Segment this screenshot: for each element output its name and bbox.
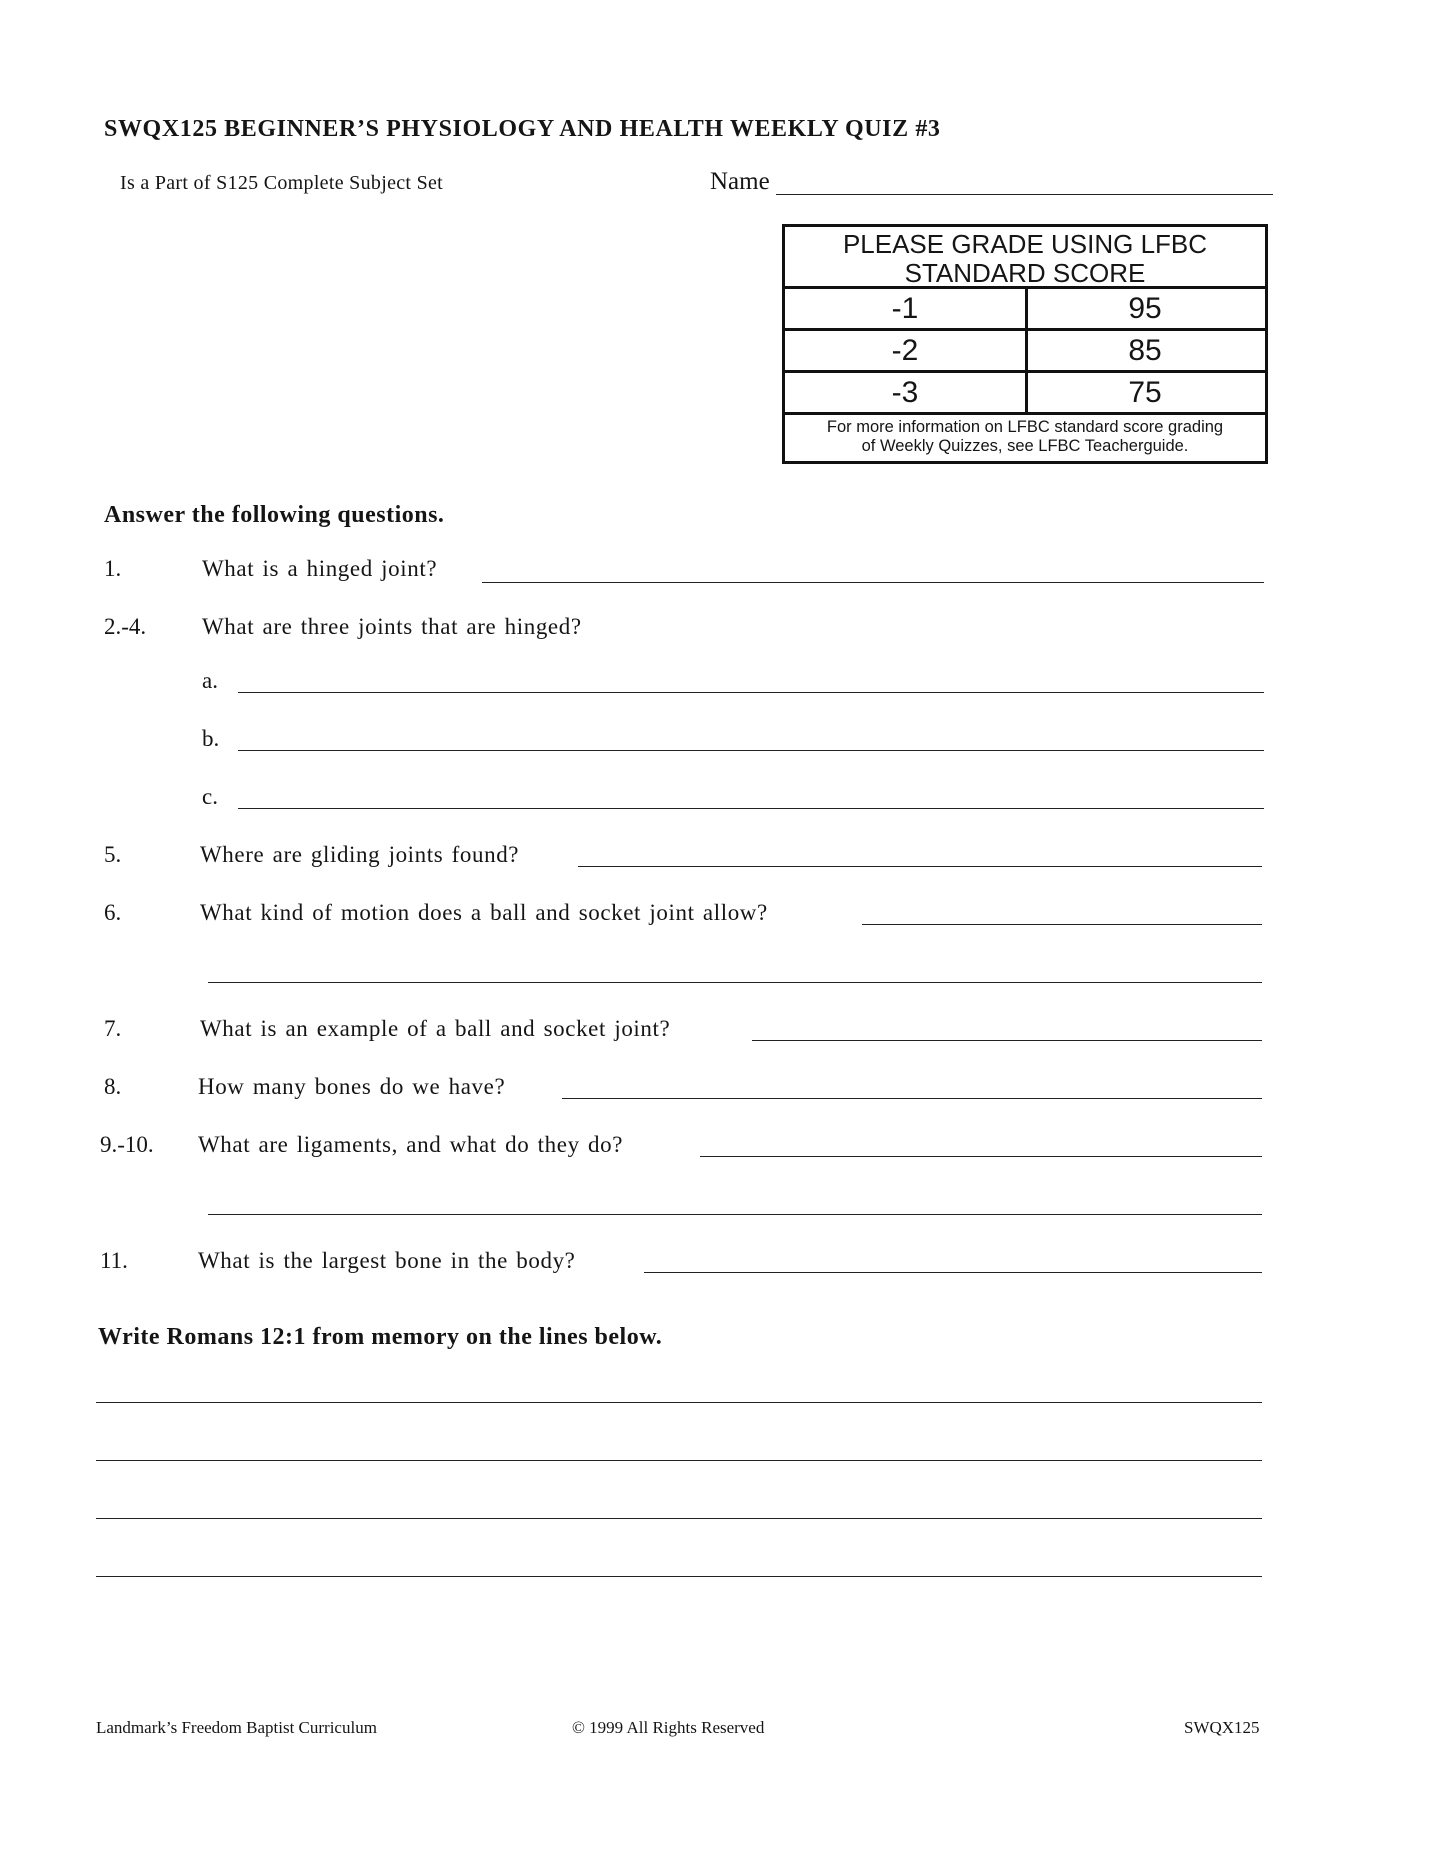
footer-publisher: Landmark’s Freedom Baptist Curriculum — [96, 1718, 377, 1737]
question-text: What kind of motion does a ball and socket joint allow? — [200, 900, 768, 925]
footer-copyright: © 1999 All Rights Reserved — [572, 1718, 765, 1737]
grading-row — [785, 373, 1265, 415]
question-text: What is a hinged joint? — [202, 556, 438, 581]
grading-row — [785, 289, 1265, 331]
question-number: 2.-4. — [104, 614, 147, 639]
question-text: How many bones do we have? — [198, 1074, 506, 1099]
question-number: 5. — [104, 842, 122, 867]
memory-line[interactable] — [96, 1402, 1262, 1403]
grading-table-heading — [785, 227, 1265, 289]
answer-line[interactable] — [238, 692, 1264, 693]
memory-verse-heading: Write Romans 12:1 from memory on the lines below. — [98, 1324, 663, 1350]
answer-line[interactable] — [238, 808, 1264, 809]
question-number: 8. — [104, 1074, 122, 1099]
grading-footnote-line-2: of Weekly Quizzes, see LFBC Teacherguide. — [861, 437, 1189, 455]
question-number: 7. — [104, 1016, 122, 1041]
grading-missed-cell: -3 — [785, 373, 1028, 412]
question-text: What is an example of a ball and socket joint? — [200, 1016, 671, 1041]
page-title: SWQX125 BEGINNER’S PHYSIOLOGY AND HEALTH WEEKLY QUIZ #3 — [104, 116, 941, 142]
question-text: What are three joints that are hinged? — [202, 614, 582, 639]
sub-answer-letter: b. — [202, 726, 220, 751]
question-number: 6. — [104, 900, 122, 925]
question-number: 9.-10. — [100, 1132, 154, 1157]
answer-line[interactable] — [482, 582, 1264, 583]
question-number: 1. — [104, 556, 122, 581]
grading-footnote — [785, 415, 1265, 461]
question-number: 11. — [100, 1248, 128, 1273]
answer-line[interactable] — [208, 982, 1262, 983]
question-text: Where are gliding joints found? — [200, 842, 520, 867]
name-field[interactable] — [776, 194, 1273, 195]
grading-missed-cell: -1 — [785, 289, 1028, 328]
sub-answer-letter: a. — [202, 668, 218, 693]
grading-table — [782, 224, 1268, 464]
answer-line[interactable] — [752, 1040, 1262, 1041]
memory-line[interactable] — [96, 1576, 1262, 1577]
memory-line[interactable] — [96, 1518, 1262, 1519]
footer-code: SWQX125 — [1184, 1718, 1260, 1737]
instructions-heading: Answer the following questions. — [104, 502, 445, 528]
grading-score-cell: 75 — [1128, 376, 1162, 409]
page-subtitle: Is a Part of S125 Complete Subject Set — [120, 172, 444, 194]
grading-heading-line-1: PLEASE GRADE USING LFBC — [842, 229, 1208, 259]
answer-line[interactable] — [238, 750, 1264, 751]
grading-row — [785, 331, 1265, 373]
answer-line[interactable] — [862, 924, 1262, 925]
answer-line[interactable] — [644, 1272, 1262, 1273]
answer-line[interactable] — [578, 866, 1262, 867]
question-text: What are ligaments, and what do they do? — [198, 1132, 624, 1157]
memory-line[interactable] — [96, 1460, 1262, 1461]
question-text: What is the largest bone in the body? — [198, 1248, 576, 1273]
sub-answer-letter: c. — [202, 784, 218, 809]
answer-line[interactable] — [208, 1214, 1262, 1215]
name-label: Name — [710, 168, 770, 195]
grading-missed-cell: -2 — [785, 331, 1028, 370]
answer-line[interactable] — [562, 1098, 1262, 1099]
grading-heading-line-2: STANDARD SCORE — [904, 258, 1146, 288]
grading-score-cell: 85 — [1128, 334, 1162, 367]
answer-line[interactable] — [700, 1156, 1262, 1157]
grading-footnote-line-1: For more information on LFBC standard score grading — [826, 418, 1224, 436]
grading-score-cell: 95 — [1128, 292, 1162, 325]
